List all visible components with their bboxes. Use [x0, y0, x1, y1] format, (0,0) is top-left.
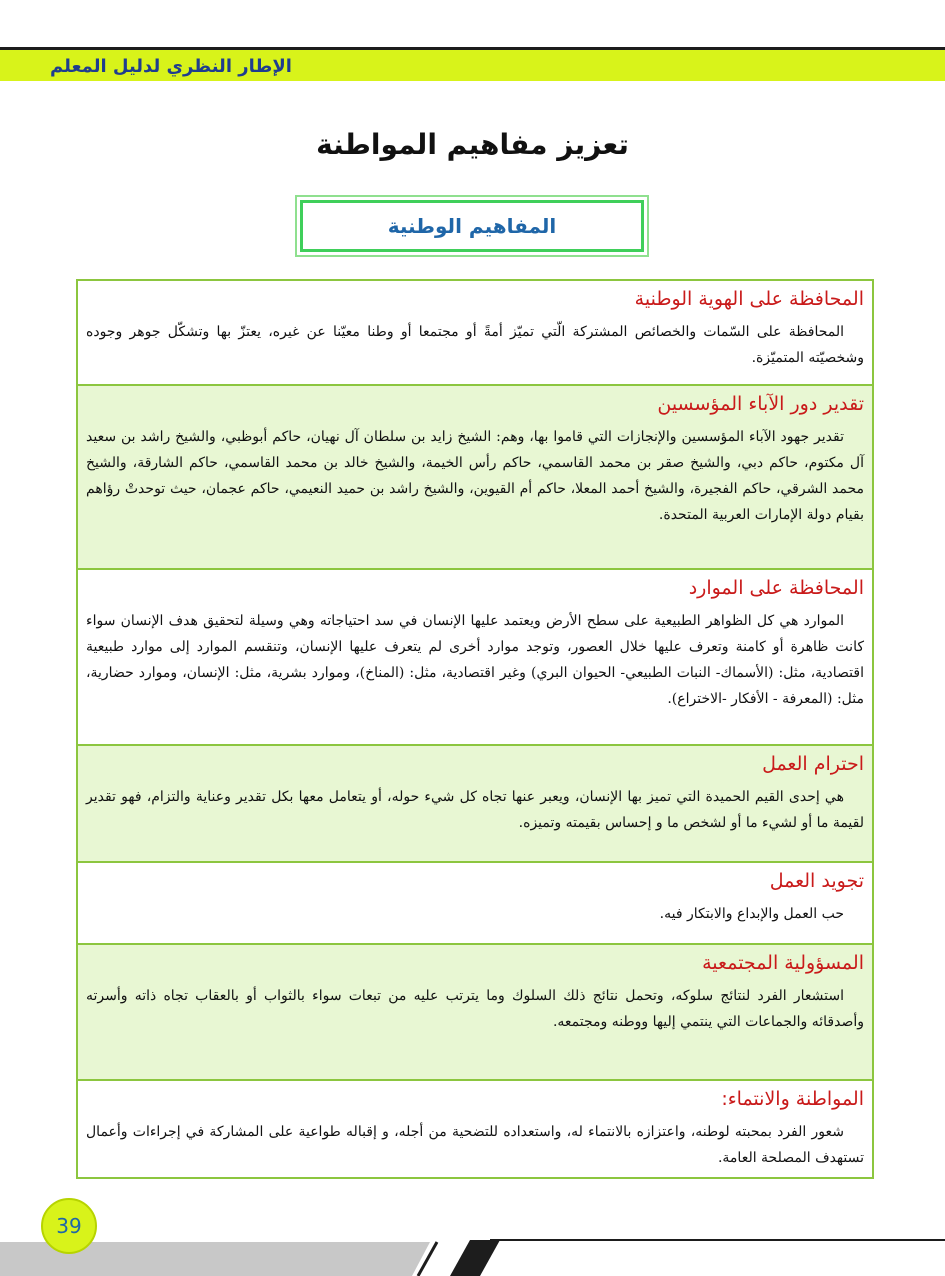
concept-heading: المحافظة على الموارد: [688, 577, 864, 599]
concept-body: تقدير جهود الآباء المؤسسين والإنجازات التي قاموا بها، وهم: الشيخ زايد بن سلطان آل نهيان، حاكم أبوظبي، والشيخ راشد بن سعيد آل مكتوم، حاكم دبي، والشيخ صقر بن محمد القاسمي، حاكم رأس الخيمة، والشيخ خالد بن محمد القاسمي، حاكم الشارقة، والشيخ محمد الشرقي، حاكم الفجيرة، والشيخ أحمد المعلا، حاكم أم القيوين، والشيخ راشد بن حميد النعيمي، حاكم عجمان، حيث توحدتْ رؤاهم بقيام دولة الإمارات العربية المتحدة.: [86, 429, 864, 523]
concept-heading: المواطنة والانتماء:: [721, 1088, 864, 1110]
concept-row: [78, 945, 872, 1081]
subtitle: المفاهيم الوطنية: [300, 200, 644, 252]
footer-decoration: [0, 1238, 945, 1276]
concept-heading: المحافظة على الهوية الوطنية: [634, 288, 864, 310]
concept-heading: تقدير دور الآباء المؤسسين: [657, 393, 864, 415]
concept-row: [78, 570, 872, 746]
page-number: 39: [41, 1198, 97, 1254]
concept-row: [78, 281, 872, 386]
concept-body: المحافظة على السّمات والخصائص المشتركة الّتي تميّز أمةً أو مجتمعا أو وطنا معيّنا عن غيره، يعتزّ بها وتشكّل جوهر وجوده وشخصيّته المتميّزة.: [86, 324, 864, 366]
concept-row: [78, 1081, 872, 1177]
concept-heading: احترام العمل: [762, 753, 864, 775]
concepts-table: [76, 279, 874, 1179]
footer-dark-block: [450, 1240, 500, 1276]
concept-body: هي إحدى القيم الحميدة التي تميز بها الإنسان، ويعبر عنها تجاه كل شيء حوله، أو يتعامل معها بكل تقدير وعناية والتزام، فهو تقدير لقيمة ما أو لشيء ما أو لشخص ما و إحساس بقيمته وتميزه.: [86, 789, 864, 831]
concept-body: شعور الفرد بمحبته لوطنه، واعتزازه بالانتماء له، واستعداده للتضحية من أجله، و إقباله طواعية على المشاركة في إجراءات وأعمال تستهدف المصلحة العامة.: [86, 1124, 864, 1166]
concept-body: حب العمل والإبداع والابتكار فيه.: [659, 906, 844, 922]
concept-row: [78, 386, 872, 570]
subtitle-box: [295, 195, 649, 257]
concept-heading: تجويد العمل: [769, 870, 864, 892]
concept-row: [78, 863, 872, 945]
concept-heading: المسؤولية المجتمعية: [702, 952, 864, 974]
concept-row: [78, 746, 872, 863]
header-band: [0, 47, 945, 81]
concept-body: استشعار الفرد لنتائج سلوكه، وتحمل نتائج ذلك السلوك وما يترتب عليه من تبعات سواء بالثواب أو بالعقاب تجاه ذاته وأسرته وأصدقائه والجماعات التي ينتمي إليها ووطنه ومجتمعه.: [86, 988, 864, 1030]
page-title: تعزيز مفاهيم المواطنة: [316, 128, 629, 161]
header-title: الإطار النظري لدليل المعلم: [50, 56, 292, 77]
concept-body: الموارد هي كل الظواهر الطبيعية على سطح الأرض ويعتمد عليها الإنسان في سد احتياجاته وهي وسيلة لتحقيق هدف الإنسان سواء كانت ظاهرة أو كامنة وتعرف عليها خلال العصور، وتوجد موارد أخرى لم يتعرف عليها الإنسان، وتنقسم الموارد إلى موارد طبيعية اقتصادية، مثل: (الأسماك- النبات الطبيعي- الحيوان البري) وغير اقتصادية، مثل: (المناخ)، وموارد بشرية، مثل: الإنسان، وموارد حضارية، مثل: (المعرفة - الأفكار -الاختراع).: [86, 613, 864, 707]
